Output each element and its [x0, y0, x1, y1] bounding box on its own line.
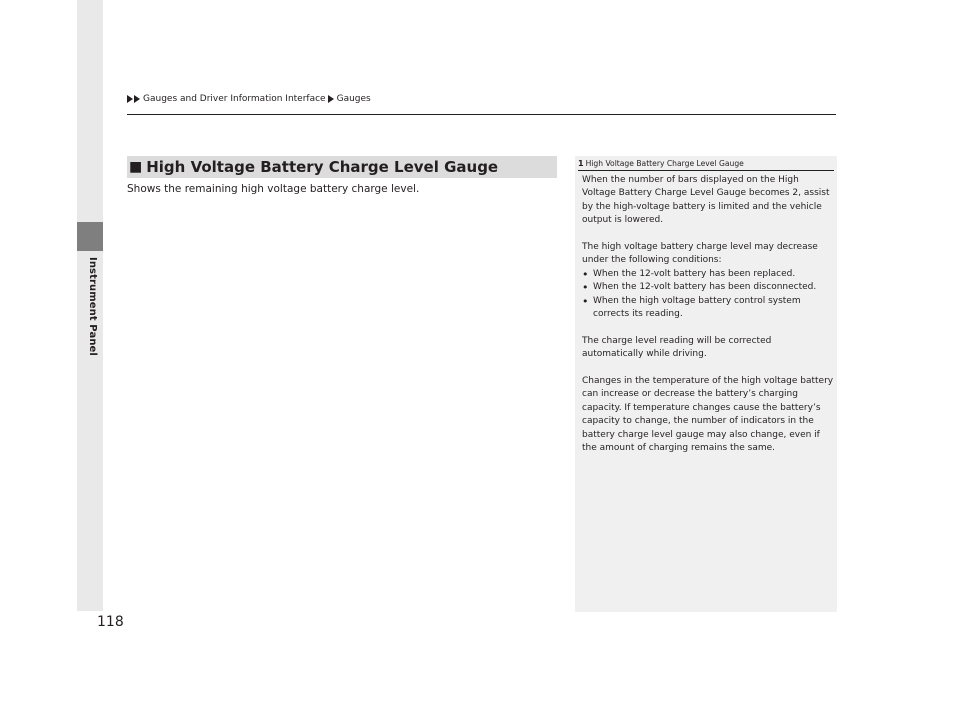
- breadcrumb-arrow-icon: [127, 95, 133, 103]
- side-section-label: Instrument Panel: [87, 257, 98, 356]
- header-divider: [127, 114, 836, 115]
- section-heading: High Voltage Battery Charge Level Gauge: [146, 158, 499, 176]
- black-square-icon: ■: [129, 159, 143, 175]
- note-number-1-icon: 1: [578, 159, 584, 168]
- note-bullet-item: • When the 12-volt battery has been replaced.: [582, 268, 834, 281]
- note-bullet-item: • When the high voltage battery control system corrects its reading.: [582, 295, 834, 322]
- breadcrumb: [127, 94, 371, 104]
- note-paragraph: The charge level reading will be corrected automatically while driving.: [582, 335, 772, 360]
- note-paragraph: Changes in the temperature of the high voltage battery can increase or decrease the battery’s charging capacity. If temperature changes cause the battery’s capacity to change, the number of indicators in the battery charge level gauge may also change, even if the amount of charging remains the same.: [582, 376, 834, 454]
- page-number: 118: [97, 614, 124, 630]
- note-panel: [575, 156, 837, 612]
- breadcrumb-item-gauges-and-dii[interactable]: Gauges and Driver Information Interface: [143, 94, 326, 104]
- note-title[interactable]: High Voltage Battery Charge Level Gauge: [585, 159, 744, 168]
- section-body-text: Shows the remaining high voltage battery charge level.: [127, 183, 420, 195]
- breadcrumb-arrow-icon: [328, 95, 334, 103]
- breadcrumb-arrow-icon: [134, 95, 140, 103]
- note-bullet-list: [582, 268, 834, 322]
- note-paragraph: The high voltage battery charge level may decrease under the following conditions:: [582, 242, 818, 266]
- section-heading-bar: [127, 156, 557, 178]
- note-title-row: [578, 159, 744, 168]
- breadcrumb-item-gauges[interactable]: Gauges: [336, 94, 371, 104]
- note-bullet-item: • When the 12-volt battery has been disconnected.: [582, 281, 834, 294]
- note-body: [582, 174, 834, 469]
- note-divider: [578, 170, 834, 171]
- note-paragraph: When the number of bars displayed on the High Voltage Battery Charge Level Gauge becomes 2, assist by the high-voltage battery is limited and the vehicle output is lowered.: [582, 175, 830, 226]
- side-tab-marker: [77, 222, 103, 251]
